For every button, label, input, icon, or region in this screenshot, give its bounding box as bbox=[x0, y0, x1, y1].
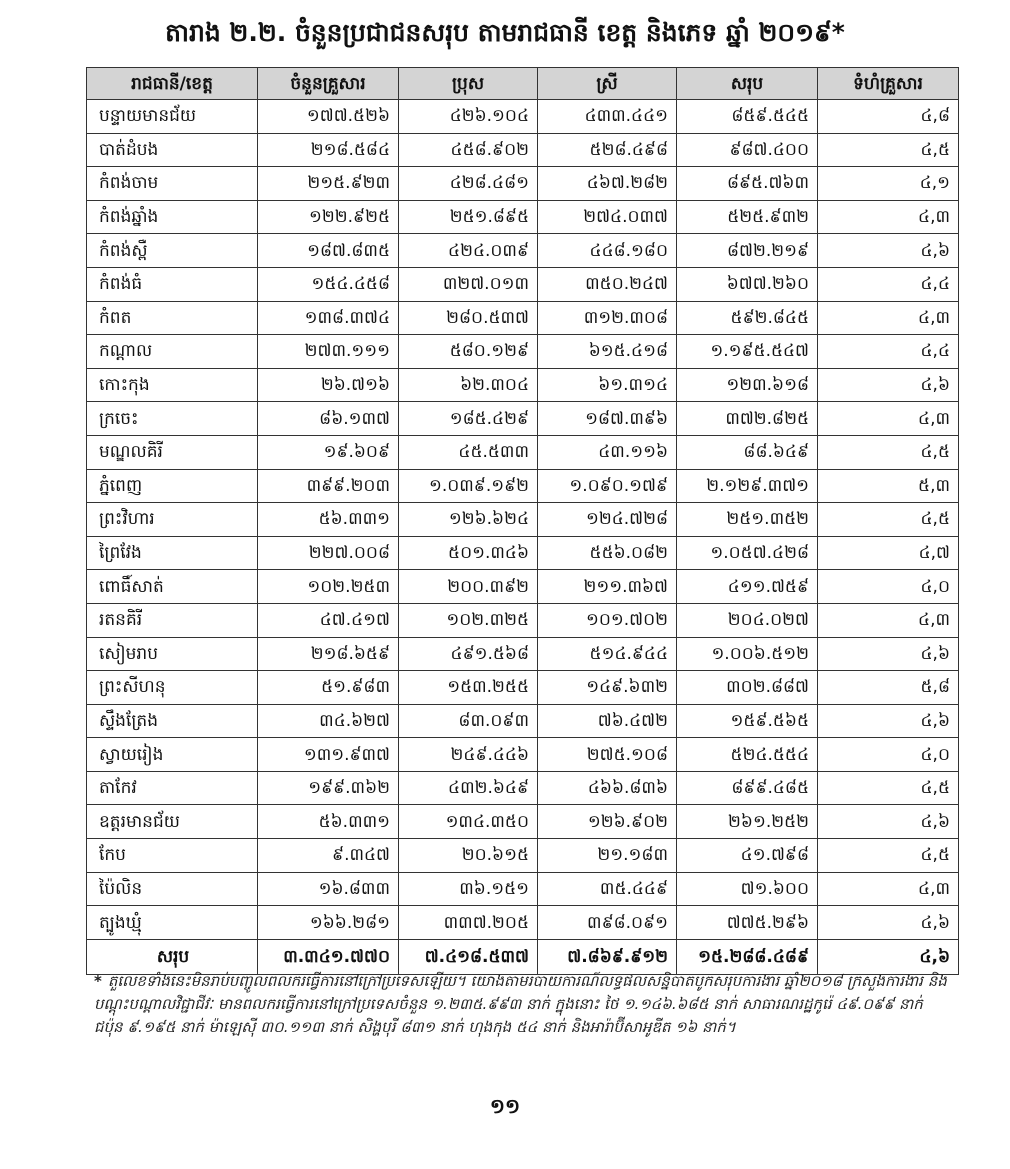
cell-household-size: ៤,៦ bbox=[818, 368, 959, 402]
cell-male: ២០.៦១៥ bbox=[399, 839, 538, 873]
cell-female: ៣៥០.២៤៧ bbox=[538, 267, 677, 301]
cell-household-size: ៤,៤ bbox=[818, 267, 959, 301]
cell-total: ២៦១.២៥២ bbox=[677, 805, 818, 839]
table-row bbox=[87, 200, 959, 234]
cell-male: ២៥១.៨៩៥ bbox=[399, 200, 538, 234]
cell-households: ២១៨.៦៥៩ bbox=[258, 637, 399, 671]
cell-female: ៧៦.៤៧២ bbox=[538, 704, 677, 738]
cell-male: ១៨៥.៤២៩ bbox=[399, 402, 538, 436]
cell-male: ៤៩១.៥៦៨ bbox=[399, 637, 538, 671]
cell-province-name: ក្រចេះ bbox=[87, 402, 258, 436]
table-body bbox=[87, 100, 959, 975]
cell-total: ៧៧៥.២៩៦ bbox=[677, 906, 818, 940]
cell-male: ៣៦.១៥១ bbox=[399, 872, 538, 906]
cell-households: ១៩៩.៣៦២ bbox=[258, 771, 399, 805]
cell-total: ១.០០៦.៥១២ bbox=[677, 637, 818, 671]
footnote-text: តួលេខទាំងនេះមិនរាប់បញ្ចូលពលករធ្វើការនៅក្រៅប្រទេសឡើយ។ យោងតាមរបាយការណ៍លទ្ធផលសន្និបាតបូកសរុបការងារ ឆ្នាំ២០១៨ ក្រសួងការងារ និងបណ្តុះបណ្តាលវិជ្ជាជីវៈ មានពលករធ្វើការនៅក្រៅប្រទេសចំនួន ១.២៣៥.៩៩៣ នាក់ ក្នុងនោះ ថៃ ១.១៤៦.៦៨៥ នាក់ សាធារណរដ្ឋកូរ៉េ ៤៩.០៩៩ នាក់ ជប៉ុន ៩.១៩៥ នាក់ ម៉ាឡេស៊ី ៣០.១១៣ នាក់ សិង្ហបុរី ៨៣១ នាក់ ហុងកុង ៥៤ នាក់ និងអារ៉ាប៊ីសាអូឌីត ១៦ នាក់។ bbox=[94, 972, 947, 1036]
header-female: ស្រី bbox=[538, 68, 677, 100]
cell-female: ២៧៤.០៣៧ bbox=[538, 200, 677, 234]
cell-household-size: ៤,៥ bbox=[818, 435, 959, 469]
total-households: ៣.៣៤១.៧៧០ bbox=[258, 939, 399, 974]
cell-total: ៥៩២.៨៤៥ bbox=[677, 301, 818, 335]
cell-male: ១៣៤.៣៥០ bbox=[399, 805, 538, 839]
cell-province-name: កំពត bbox=[87, 301, 258, 335]
cell-province-name: កណ្តាល bbox=[87, 335, 258, 369]
cell-male: ៨៣.០៩៣ bbox=[399, 704, 538, 738]
cell-female: ១៨៧.៣៩៦ bbox=[538, 402, 677, 436]
page-number: ១១ bbox=[489, 1094, 521, 1118]
table-row bbox=[87, 603, 959, 637]
cell-households: ១២២.៩២៥ bbox=[258, 200, 399, 234]
cell-female: ៦១.៣១៤ bbox=[538, 368, 677, 402]
cell-male: ៤២៦.១០៤ bbox=[399, 100, 538, 134]
cell-province-name: បន្ទាយមានជ័យ bbox=[87, 100, 258, 134]
cell-total: ៨៥៩.៥៤៥ bbox=[677, 100, 818, 134]
cell-total: ៣៧២.៨២៥ bbox=[677, 402, 818, 436]
cell-total: ២៥១.៣៥២ bbox=[677, 503, 818, 537]
cell-total: ៤១.៧៩៨ bbox=[677, 839, 818, 873]
cell-province-name: កំពង់ចាម bbox=[87, 167, 258, 201]
cell-household-size: ៤,៧ bbox=[818, 536, 959, 570]
cell-households: ៤៧.៤១៧ bbox=[258, 603, 399, 637]
total-label: សរុប bbox=[87, 939, 258, 974]
cell-province-name: រតនគិរី bbox=[87, 603, 258, 637]
cell-female: ២៧៥.១០៨ bbox=[538, 738, 677, 772]
cell-female: ៥៥៦.០៨២ bbox=[538, 536, 677, 570]
cell-male: ៦២.៣០៤ bbox=[399, 368, 538, 402]
cell-households: ១៩.៦០៩ bbox=[258, 435, 399, 469]
cell-female: ៤៣៣.៤៤១ bbox=[538, 100, 677, 134]
cell-household-size: ៤,០ bbox=[818, 570, 959, 604]
cell-province-name: បាត់ដំបង bbox=[87, 133, 258, 167]
cell-household-size: ៤,១ bbox=[818, 167, 959, 201]
cell-province-name: ព្រះវិហារ bbox=[87, 503, 258, 537]
cell-households: ២៧៣.១១១ bbox=[258, 335, 399, 369]
cell-total: ១.១៩៥.៥៤៧ bbox=[677, 335, 818, 369]
cell-province-name: តាកែវ bbox=[87, 771, 258, 805]
header-male: ប្រុស bbox=[399, 68, 538, 100]
cell-total: ៩៨៧.៤០០ bbox=[677, 133, 818, 167]
cell-male: ៣២៧.០១៣ bbox=[399, 267, 538, 301]
cell-household-size: ៤,៦ bbox=[818, 704, 959, 738]
cell-male: ៤៣២.៦៤៩ bbox=[399, 771, 538, 805]
cell-total: ១.០៥៧.៤២៨ bbox=[677, 536, 818, 570]
population-table bbox=[86, 67, 959, 975]
cell-households: ១៦៦.២៨១ bbox=[258, 906, 399, 940]
table-row bbox=[87, 570, 959, 604]
cell-household-size: ៤,៣ bbox=[818, 301, 959, 335]
cell-province-name: កោះកុង bbox=[87, 368, 258, 402]
table-row bbox=[87, 335, 959, 369]
cell-households: ១៨៧.៨៣៥ bbox=[258, 234, 399, 268]
cell-male: ៤២៤.០៣៩ bbox=[399, 234, 538, 268]
cell-province-name: ភ្នំពេញ bbox=[87, 469, 258, 503]
cell-household-size: ៤,៦ bbox=[818, 234, 959, 268]
table-row bbox=[87, 234, 959, 268]
cell-household-size: ៤,៦ bbox=[818, 906, 959, 940]
cell-female: ១.០៩០.១៧៩ bbox=[538, 469, 677, 503]
cell-households: ៩.៣៤៧ bbox=[258, 839, 399, 873]
cell-female: ៤៦៦.៨៣៦ bbox=[538, 771, 677, 805]
cell-province-name: មណ្ឌលគិរី bbox=[87, 435, 258, 469]
cell-male: ៤៥៨.៩០២ bbox=[399, 133, 538, 167]
cell-female: ៤៤៨.១៨០ bbox=[538, 234, 677, 268]
total-population: ១៥.២៨៨.៤៨៩ bbox=[677, 939, 818, 974]
cell-household-size: ៥,៨ bbox=[818, 671, 959, 705]
cell-total: ១២៣.៦១៨ bbox=[677, 368, 818, 402]
cell-household-size: ៤,៥ bbox=[818, 771, 959, 805]
cell-households: ៥៦.៣៣១ bbox=[258, 805, 399, 839]
cell-household-size: ៤,៨ bbox=[818, 100, 959, 134]
cell-male: ២៨០.៥៣៧ bbox=[399, 301, 538, 335]
footnote bbox=[94, 970, 954, 1039]
table-row bbox=[87, 133, 959, 167]
table-row bbox=[87, 536, 959, 570]
cell-female: ១២៦.៩០២ bbox=[538, 805, 677, 839]
cell-female: ៣១២.៣០៨ bbox=[538, 301, 677, 335]
cell-female: ៥១៤.៩៤៤ bbox=[538, 637, 677, 671]
cell-total: ៨៩៩.៤៨៥ bbox=[677, 771, 818, 805]
cell-total: ៨៧២.២១៩ bbox=[677, 234, 818, 268]
cell-households: ៥៦.៣៣១ bbox=[258, 503, 399, 537]
cell-total: ៨៨.៦៤៩ bbox=[677, 435, 818, 469]
cell-households: ៨៦.១៣៧ bbox=[258, 402, 399, 436]
total-household-size: ៤,៦ bbox=[818, 939, 959, 974]
cell-household-size: ៤,៤ bbox=[818, 335, 959, 369]
cell-households: ១៣៨.៣៧៤ bbox=[258, 301, 399, 335]
page-title: តារាង ២.២. ចំនួនប្រជាជនសរុប តាមរាជធានី ខេត្ត និងភេទ ឆ្នាំ ២០១៩* bbox=[165, 18, 845, 47]
cell-province-name: ព្រះសីហនុ bbox=[87, 671, 258, 705]
cell-households: ២១៨.៥៨៤ bbox=[258, 133, 399, 167]
table-row bbox=[87, 368, 959, 402]
cell-province-name: សៀមរាប bbox=[87, 637, 258, 671]
cell-female: ៥២៨.៤៩៨ bbox=[538, 133, 677, 167]
cell-households: ១៥៤.៤៥៨ bbox=[258, 267, 399, 301]
cell-male: ១០២.៣២៥ bbox=[399, 603, 538, 637]
cell-province-name: កែប bbox=[87, 839, 258, 873]
cell-female: ២១១.៣៦៧ bbox=[538, 570, 677, 604]
table-row bbox=[87, 167, 959, 201]
table-row bbox=[87, 872, 959, 906]
cell-household-size: ៤,៥ bbox=[818, 839, 959, 873]
cell-male: ១៥៣.២៥៥ bbox=[399, 671, 538, 705]
table-row bbox=[87, 503, 959, 537]
cell-households: ៣៩៩.២០៣ bbox=[258, 469, 399, 503]
cell-households: ២២៧.០០៨ bbox=[258, 536, 399, 570]
cell-province-name: កំពង់ស្ពឺ bbox=[87, 234, 258, 268]
cell-total: ៤១១.៧៥៩ bbox=[677, 570, 818, 604]
cell-province-name: ស្វាយរៀង bbox=[87, 738, 258, 772]
cell-household-size: ៤,០ bbox=[818, 738, 959, 772]
table-row bbox=[87, 301, 959, 335]
cell-total: ៥២៥.៩៣២ bbox=[677, 200, 818, 234]
table-row bbox=[87, 637, 959, 671]
cell-male: ១.០៣៩.១៩២ bbox=[399, 469, 538, 503]
cell-female: ៦១៥.៤១៨ bbox=[538, 335, 677, 369]
cell-female: ១០១.៧០២ bbox=[538, 603, 677, 637]
table-row bbox=[87, 906, 959, 940]
cell-total: ៥២៤.៥៥៤ bbox=[677, 738, 818, 772]
cell-household-size: ៤,៥ bbox=[818, 503, 959, 537]
cell-province-name: ប៉ៃលិន bbox=[87, 872, 258, 906]
table-row bbox=[87, 100, 959, 134]
cell-households: ២១៥.៩២៣ bbox=[258, 167, 399, 201]
header-province: រាជធានី/ខេត្ត bbox=[87, 68, 258, 100]
table-row bbox=[87, 839, 959, 873]
header-total: សរុប bbox=[677, 68, 818, 100]
table-row bbox=[87, 704, 959, 738]
cell-households: ១៣១.៩៣៧ bbox=[258, 738, 399, 772]
total-male: ៧.៤១៨.៥៣៧ bbox=[399, 939, 538, 974]
cell-province-name: ឧត្តរមានជ័យ bbox=[87, 805, 258, 839]
total-female: ៧.៨៦៩.៩១២ bbox=[538, 939, 677, 974]
cell-total: ៨៩៥.៧៦៣ bbox=[677, 167, 818, 201]
cell-total: ៧១.៦០០ bbox=[677, 872, 818, 906]
cell-total: ១៥៩.៥៦៥ bbox=[677, 704, 818, 738]
cell-households: ៥១.៩៨៣ bbox=[258, 671, 399, 705]
cell-male: ១២៦.៦២៤ bbox=[399, 503, 538, 537]
cell-total: ២០៤.០២៧ bbox=[677, 603, 818, 637]
cell-male: ៣៣៧.២០៥ bbox=[399, 906, 538, 940]
table-row bbox=[87, 671, 959, 705]
cell-households: ៣៤.៦២៧ bbox=[258, 704, 399, 738]
header-household-size: ទំហំគ្រួសារ bbox=[818, 68, 959, 100]
cell-total: ៦៧៧.២៦០ bbox=[677, 267, 818, 301]
cell-province-name: ស្ទឹងត្រែង bbox=[87, 704, 258, 738]
cell-male: ២០០.៣៩២ bbox=[399, 570, 538, 604]
cell-male: ៤២៨.៤៨១ bbox=[399, 167, 538, 201]
table-row bbox=[87, 469, 959, 503]
cell-households: ១៦.៨៣៣ bbox=[258, 872, 399, 906]
table-row bbox=[87, 267, 959, 301]
cell-household-size: ៤,៣ bbox=[818, 603, 959, 637]
cell-province-name: ពោធិ៍សាត់ bbox=[87, 570, 258, 604]
cell-total: ២.១២៩.៣៧១ bbox=[677, 469, 818, 503]
cell-female: ១២៤.៧២៨ bbox=[538, 503, 677, 537]
cell-male: ៥០១.៣៤៦ bbox=[399, 536, 538, 570]
footnote-marker: * bbox=[94, 972, 102, 990]
cell-households: ១០២.២៥៣ bbox=[258, 570, 399, 604]
cell-female: ៣៥.៤៤៩ bbox=[538, 872, 677, 906]
cell-household-size: ៤,៦ bbox=[818, 805, 959, 839]
cell-province-name: កំពង់ឆ្នាំង bbox=[87, 200, 258, 234]
cell-household-size: ៤,៣ bbox=[818, 200, 959, 234]
table-row bbox=[87, 738, 959, 772]
cell-province-name: កំពង់ធំ bbox=[87, 267, 258, 301]
cell-female: ៤៦៧.២៨២ bbox=[538, 167, 677, 201]
table-row bbox=[87, 771, 959, 805]
cell-female: ៣៩៨.០៩១ bbox=[538, 906, 677, 940]
cell-male: ៤៥.៥៣៣ bbox=[399, 435, 538, 469]
cell-province-name: ព្រៃវែង bbox=[87, 536, 258, 570]
cell-male: ៥៨០.១២៩ bbox=[399, 335, 538, 369]
cell-household-size: ៤,៦ bbox=[818, 637, 959, 671]
cell-household-size: ៤,៣ bbox=[818, 872, 959, 906]
table-header-row bbox=[87, 68, 959, 100]
cell-male: ២៤៩.៤៤៦ bbox=[399, 738, 538, 772]
table-row bbox=[87, 402, 959, 436]
cell-province-name: ត្បូងឃ្មុំ bbox=[87, 906, 258, 940]
header-households: ចំនួនគ្រួសារ bbox=[258, 68, 399, 100]
cell-female: ៤៣.១១៦ bbox=[538, 435, 677, 469]
table-row bbox=[87, 805, 959, 839]
cell-households: ២៦.៧១៦ bbox=[258, 368, 399, 402]
cell-households: ១៧៧.៥២៦ bbox=[258, 100, 399, 134]
cell-female: ១៤៩.៦៣២ bbox=[538, 671, 677, 705]
cell-household-size: ៥,៣ bbox=[818, 469, 959, 503]
table-row bbox=[87, 435, 959, 469]
cell-female: ២១.១៨៣ bbox=[538, 839, 677, 873]
cell-household-size: ៤,៣ bbox=[818, 402, 959, 436]
cell-household-size: ៤,៥ bbox=[818, 133, 959, 167]
cell-total: ៣០២.៨៨៧ bbox=[677, 671, 818, 705]
